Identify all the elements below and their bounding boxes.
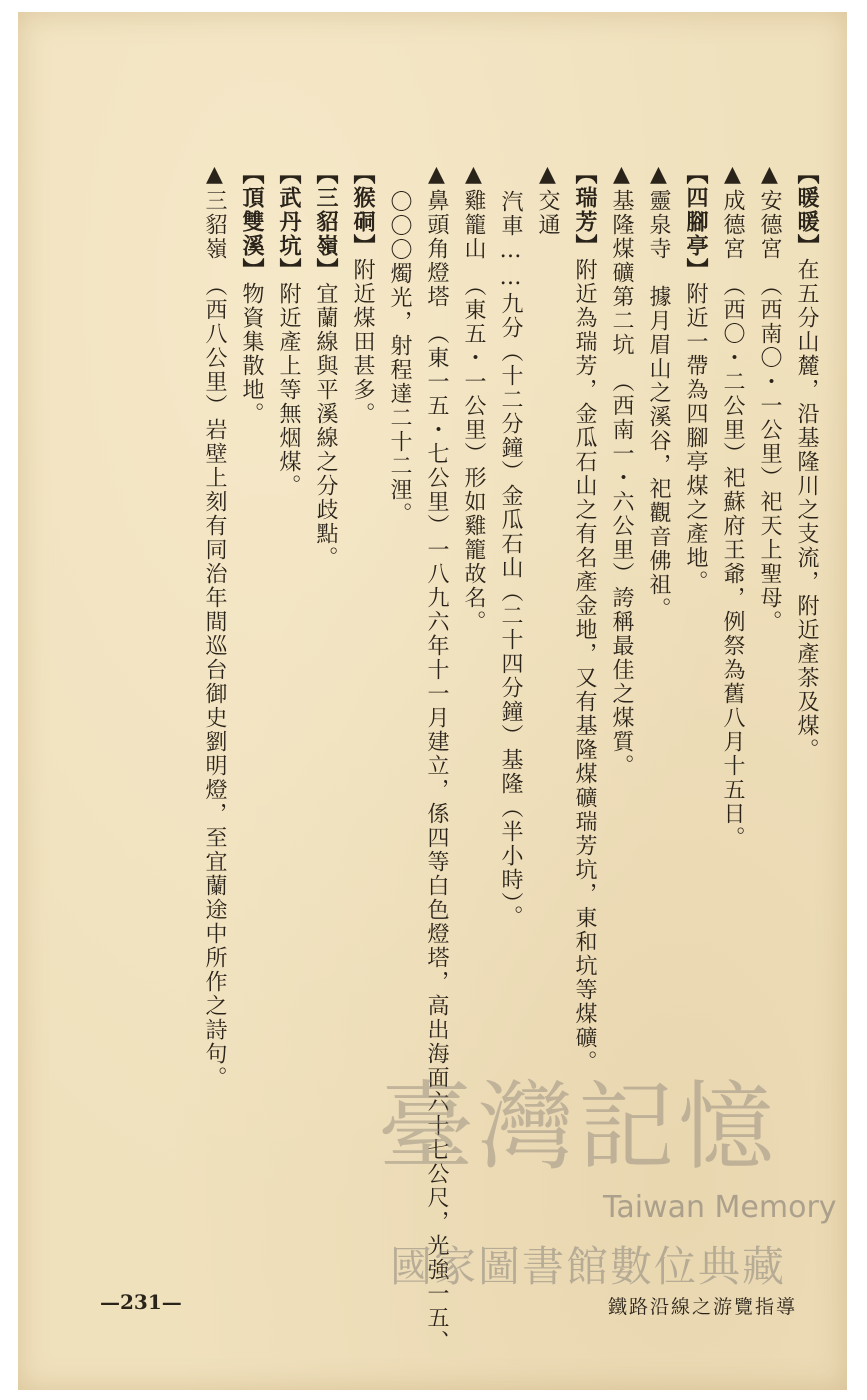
text-column: ▲靈泉寺 據月眉山之溪谷，祀觀音佛祖。 (646, 162, 671, 621)
watermark-logo-english: Taiwan Memory (603, 1190, 837, 1225)
text-column: ▲鼻頭角燈塔 （東一五・七公里）一八九六年十一月建立，係四等白色燈塔，高出海面六十七公尺，光強一五、 (424, 162, 449, 1354)
text-column: 【暖暖】在五分山麓，沿基隆川之支流，附近產茶及煤。 (794, 162, 819, 762)
page-number: —231— (100, 1290, 182, 1314)
text-column: 汽車……九分（十二分鐘）金瓜石山（二十四分鐘）基隆（半小時）。 (498, 190, 523, 929)
text-column: 【四腳亭】附近一帶為四腳亭煤之產地。 (683, 162, 708, 594)
text-column: ▲雞籠山 （東五・一公里）形如雞籠故名。 (461, 162, 486, 634)
text-column: 【三貂嶺】宜蘭線與平溪線之分歧點。 (313, 162, 338, 570)
text-column: ▲交通 (535, 162, 560, 237)
text-column: 〇〇〇燭光，射程達二十二浬。 (387, 190, 412, 526)
watermark-logo-chinese: 臺灣記憶 (378, 1071, 778, 1183)
text-column: 【瑞芳】附近為瑞芳，金瓜石山之有名產金地，又有基隆煤礦瑞芳坑，東和坑等煤礦。 (572, 162, 597, 1074)
text-column: 【猴硐】附近煤田甚多。 (350, 162, 375, 426)
text-column: 【武丹坑】附近產上等無烟煤。 (276, 162, 301, 498)
text-column: ▲安德宮 （西南〇・一公里）祀天上聖母。 (757, 162, 782, 634)
watermark-organization: 國家圖書館數位典藏 (390, 1242, 787, 1291)
text-column: ▲基隆煤礦第二坑 （西南一・六公里）誇稱最佳之煤質。 (609, 162, 634, 778)
scanned-page (18, 12, 847, 1390)
text-column: ▲成德宮 （西〇・二公里）祀蘇府王爺，例祭為舊八月十五日。 (720, 162, 745, 850)
running-title: 鐵路沿線之游覽指導 (608, 1296, 798, 1318)
text-column: 【頂雙溪】物資集散地。 (239, 162, 264, 426)
text-column: ▲三貂嶺 （西八公里）岩壁上刻有同治年間巡台御史劉明燈，至宜蘭途中所作之詩句。 (202, 162, 227, 1090)
